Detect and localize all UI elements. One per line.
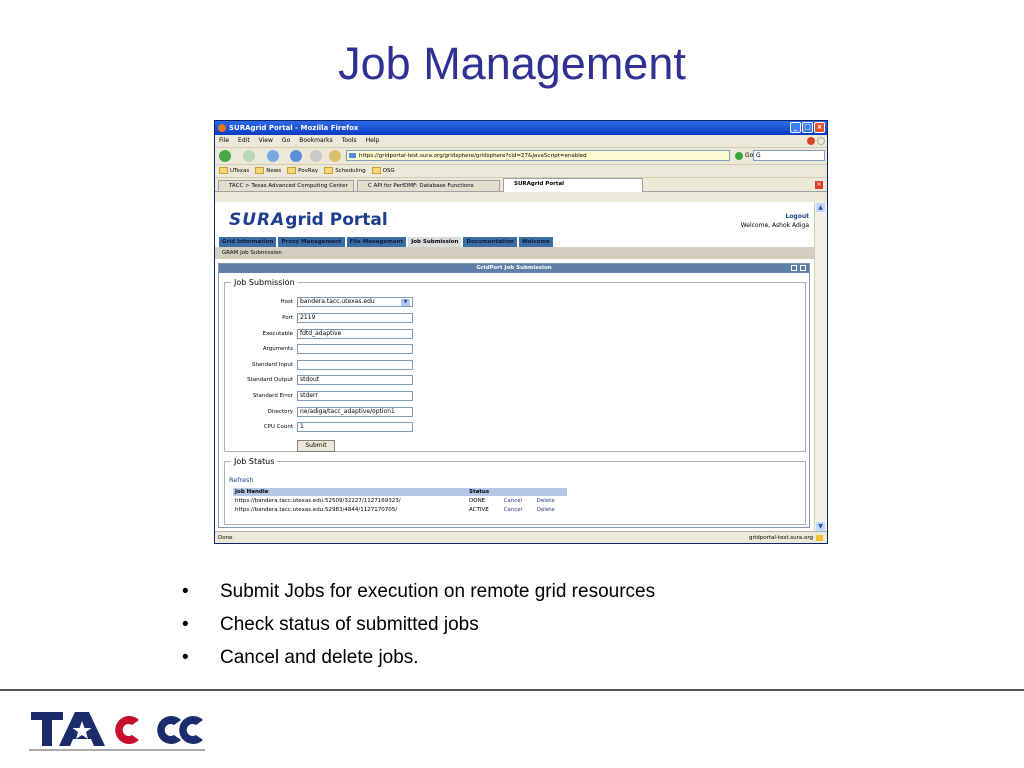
nav-proxy-management[interactable]: Proxy Management <box>278 237 344 247</box>
delete-link[interactable]: Delete <box>536 506 555 513</box>
stop-icon[interactable] <box>807 137 815 145</box>
stderr-input[interactable]: stderr <box>297 391 413 401</box>
nav-job-submission[interactable]: Job Submission <box>408 237 461 247</box>
folder-icon <box>372 167 381 174</box>
url-bar[interactable] <box>346 150 730 161</box>
go-icon <box>735 152 743 160</box>
minimize-icon[interactable]: _ <box>790 122 801 133</box>
page-content <box>215 202 815 532</box>
scroll-down-icon[interactable]: ▼ <box>816 522 825 531</box>
chevron-down-icon: ▼ <box>401 299 410 306</box>
reload-icon[interactable] <box>267 150 279 162</box>
job-handle: https://bandera.tacc.utexas.edu:52509/32227/1127169323/ <box>235 497 401 504</box>
bullet-dot: • <box>182 581 189 602</box>
firefox-icon <box>218 124 226 132</box>
slide-title: Job Management <box>338 38 686 89</box>
forward-icon[interactable] <box>243 150 255 162</box>
welcome-text: Welcome, Ashok Adiga <box>740 222 809 229</box>
delete-link[interactable]: Delete <box>536 497 555 504</box>
stderr-row <box>225 391 425 402</box>
close-icon[interactable]: × <box>814 122 825 133</box>
host-row <box>225 297 425 308</box>
refresh-icon[interactable] <box>290 150 302 162</box>
job-submission-legend: Job Submission <box>234 278 295 287</box>
job-status-table <box>233 488 567 514</box>
stdout-label: Standard Output <box>247 377 293 383</box>
search-input[interactable]: G <box>753 150 825 161</box>
cpu-count-row <box>225 422 425 433</box>
job-submission-fieldset <box>224 278 806 452</box>
browser-window <box>214 120 828 544</box>
bullet-dot: • <box>182 614 189 635</box>
menu-view[interactable]: View <box>258 137 273 144</box>
executable-row <box>225 329 425 340</box>
port-input[interactable]: 2119 <box>297 313 413 323</box>
menu-file[interactable]: File <box>219 137 230 144</box>
table-row <box>233 505 567 514</box>
bookmark-scheduling[interactable]: Scheduling <box>324 165 365 177</box>
executable-label: Executable <box>262 331 293 337</box>
folder-icon <box>324 167 333 174</box>
panel-title: GridPort Job Submission <box>476 265 552 271</box>
bookmark-osg[interactable]: OSG <box>372 165 395 177</box>
cpu-count-input[interactable]: 1 <box>297 422 413 432</box>
bookmark-utexas[interactable]: UTexas <box>219 165 249 177</box>
bullet-item: • Cancel and delete jobs. <box>182 644 655 677</box>
stdin-input[interactable] <box>297 360 413 370</box>
throbber-icon <box>817 137 825 145</box>
job-handle: https://bandera.tacc.utexas.edu:52983/4844/1127170705/ <box>235 506 398 513</box>
job-status: ACTIVE <box>469 506 489 513</box>
table-row <box>233 496 567 505</box>
bullet-list <box>182 578 655 677</box>
table-header-row <box>233 488 567 496</box>
stderr-label: Standard Error <box>252 393 293 399</box>
submit-button[interactable]: Submit <box>297 440 335 452</box>
home-icon[interactable] <box>329 150 341 162</box>
vertical-scrollbar[interactable] <box>814 202 827 532</box>
bookmarks-toolbar <box>215 165 827 178</box>
stdout-row <box>225 375 425 386</box>
logout-link[interactable]: Logout <box>785 213 809 220</box>
status-text: Done <box>218 535 233 541</box>
host-select[interactable]: bandera.tacc.utexas.edu ▼ <box>297 297 413 307</box>
executable-input[interactable]: fdtd_adaptive <box>297 329 413 339</box>
url-text: https://gridportal-test.sura.org/gridsphere/gridsphere?cid=27&JavaScript=enabled <box>359 153 587 159</box>
nav-file-management[interactable]: File Management <box>347 237 407 247</box>
job-status-fieldset <box>224 457 806 525</box>
directory-row <box>225 407 425 418</box>
stdout-input[interactable]: stdout <box>297 375 413 385</box>
arguments-input[interactable] <box>297 344 413 354</box>
host-label: Host <box>280 299 293 305</box>
tab-bar <box>215 178 827 192</box>
arguments-label: Arguments <box>262 346 293 352</box>
folder-icon <box>219 167 228 174</box>
maximize-icon[interactable]: □ <box>802 122 813 133</box>
user-box <box>741 212 809 230</box>
window-title: SURAgrid Portal - Mozilla Firefox <box>229 124 359 132</box>
folder-icon <box>287 167 296 174</box>
breadcrumb: GRAM Job Submission <box>215 247 815 259</box>
navigation-toolbar <box>215 148 827 165</box>
job-status-legend: Job Status <box>234 457 275 466</box>
tacc-logo <box>29 706 205 754</box>
job-handle-header: Job Handle <box>233 488 467 496</box>
stdin-label: Standard Input <box>251 362 293 368</box>
refresh-link[interactable]: Refresh <box>229 476 254 484</box>
padlock-icon <box>816 535 823 541</box>
scroll-up-icon[interactable]: ▲ <box>816 203 825 212</box>
port-row <box>225 313 425 324</box>
bullet-dot: • <box>182 647 189 668</box>
window-titlebar <box>215 121 827 135</box>
tab-tacc[interactable]: TACC > Texas Advanced Computing Center <box>218 180 354 191</box>
job-status: DONE <box>469 497 486 504</box>
tab-suragrid[interactable]: SURAgrid Portal <box>503 178 643 192</box>
status-header: Status <box>467 488 567 496</box>
stop-load-icon[interactable] <box>310 150 322 162</box>
menu-bookmarks[interactable]: Bookmarks <box>299 137 333 144</box>
menu-help[interactable]: Help <box>365 137 380 144</box>
menu-bar <box>215 135 827 148</box>
bullet-item: • Submit Jobs for execution on remote grid resources <box>182 578 655 611</box>
panel-header <box>219 264 809 273</box>
panel-maximize-icon[interactable] <box>800 265 806 271</box>
menu-edit[interactable]: Edit <box>238 137 250 144</box>
cancel-link[interactable]: Cancel <box>503 497 523 504</box>
cpu-count-label: CPU Count <box>263 424 293 430</box>
port-label: Port <box>282 315 293 321</box>
menu-tools[interactable]: Tools <box>341 137 357 144</box>
go-button[interactable] <box>735 150 753 161</box>
arguments-row <box>225 344 425 355</box>
nav-grid-information[interactable]: Grid Information <box>219 237 276 247</box>
status-bar <box>215 531 827 543</box>
tab-perfdmf[interactable]: C API for PerfDMF: Database Functions <box>357 180 500 191</box>
nav-documentation[interactable]: Documentation <box>463 237 516 247</box>
folder-icon <box>255 167 264 174</box>
portal-nav <box>219 237 553 247</box>
bullet-item: • Check status of submitted jobs <box>182 611 655 644</box>
bookmark-povray[interactable]: PovRay <box>287 165 318 177</box>
bookmark-news[interactable]: News <box>255 165 281 177</box>
status-host: gridportal-test.sura.org <box>749 535 813 541</box>
back-icon[interactable] <box>219 150 231 162</box>
directory-input[interactable]: ne/adiga/tacc_adaptive/option1 <box>297 407 413 417</box>
footer-divider <box>0 689 1024 691</box>
portal-logo: SURAgrid Portal <box>229 210 388 230</box>
close-tab-icon[interactable]: × <box>816 181 822 188</box>
menu-go[interactable]: Go <box>281 137 291 144</box>
nav-welcome[interactable]: Welcome <box>519 237 553 247</box>
directory-label: Directory <box>267 409 293 415</box>
job-submission-panel <box>218 263 810 528</box>
site-icon <box>349 153 356 158</box>
cancel-link[interactable]: Cancel <box>503 506 523 513</box>
go-label: Go <box>745 152 754 159</box>
panel-minimize-icon[interactable] <box>791 265 797 271</box>
stdin-row <box>225 360 425 371</box>
